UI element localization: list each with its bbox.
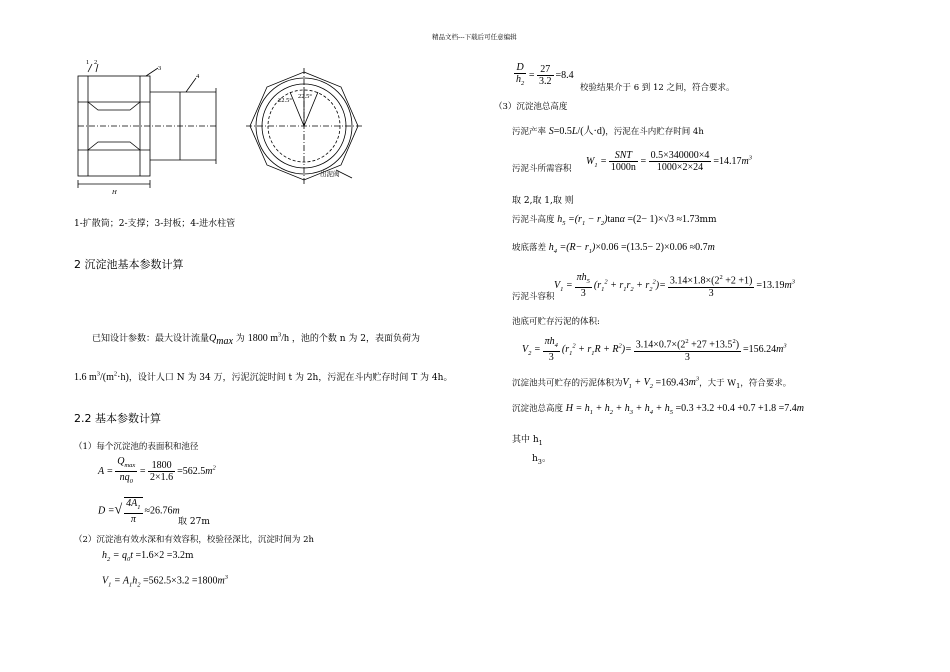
given-params-line2: 1.6 $m^3/(m^2\cdot h)$，设计人口 N 为 34 万，污泥沉淀时间 t 为 2h，污泥在斗内贮存时间 T 为 4h。 xyxy=(74,370,453,383)
where-h1: 其中 $h_1$ xyxy=(512,435,543,447)
section-2-2-heading: 2.2 基本参数计算 xyxy=(74,412,161,425)
section-2-heading: 2 沉淀池基本参数计算 xyxy=(74,258,184,271)
slope-drop-line: 坡底落差 $h_4 =(R- r_1)\times 0.06 =(13.5- 2)\times 0.06 \approx 0.7m$ xyxy=(512,242,715,255)
formula-volume: $V_1 = A_1h_2 =562.5\times 3.2 =1800m^3$ xyxy=(102,574,228,589)
formula-area: A = $\frac{Q_{max}}{nq_0}$ = $\frac{1800}{2\times 1.6}$ $=562.5m^2$ xyxy=(98,456,216,485)
hopper-vol-label: 污泥斗容积 xyxy=(512,292,555,302)
formula-pool-store: $V_2$ = $\frac{\pi h_4}{3}$ $(r_1^2 + r_1R + R^2)=$ $\frac{3.14\times 0.7\times(2^2 +27 +13.5^2)}{3}$ $=156.24m^3$ xyxy=(522,336,787,363)
item-3-heading: （3）沉淀池总高度 xyxy=(494,102,568,112)
formula-depth: $h_2 = q_0t =1.6\times 2 =3.2m$ xyxy=(102,550,194,563)
figure-caption: 1-扩散筒；2-支撑；3-封板；4-进水柱管 xyxy=(74,219,236,229)
fig-label-h: H xyxy=(112,189,117,196)
formula-diameter: D =√ $\frac{4A_1}{\pi}$ ≈26.76m xyxy=(98,498,180,525)
take-values-line: 取 2,取 1,取 则 xyxy=(512,196,574,206)
total-store-line: 沉淀池共可贮存的污泥体积为$V_1 + V_2 =169.43m^3$，大于 $W_1$，符合要求。 xyxy=(512,376,792,391)
fig-valve-label: 出泥阀 xyxy=(320,171,340,178)
fig-label-4: 4 xyxy=(196,73,200,80)
item-1-heading: （1）每个沉淀池的表面积和池径 xyxy=(74,442,199,452)
item-2-heading: （2）沉淀池有效水深和有效容积，校验径深比，沉淀时间为 2h xyxy=(74,535,314,545)
page-header: 精品文档---下载后可任意编辑 xyxy=(432,33,517,41)
formula-hopper-vol: $V_1$ = $\frac{\pi h_5}{3}$ $(r_1^2 + r_1r_2 + r_2^2)=$ $\frac{3.14\times 1.8\times(2^2 +2 +1)}{3}$ $=13.19m^3$ xyxy=(554,272,795,299)
fig-angle-2: 22.5° xyxy=(298,93,312,100)
fig-label-3: 3 xyxy=(158,65,162,72)
fig-label-2: 2 xyxy=(94,59,98,66)
formula-ratio: $\frac{D}{h_2}$ = $\frac{27}{3.2}$ =8.4 xyxy=(516,62,574,87)
settling-tank-figure xyxy=(66,58,376,198)
fig-angle-1: 22.5° xyxy=(278,97,292,104)
formula-hopper-required: $W_1$ = $\frac{\text{SNT}}{1000n}$ = $\frac{0.5\times 340000\times 4}{1000\times 2\times 24}$ $=14.17m^3$ xyxy=(586,150,752,173)
given-params-line1: 已知设计参数：最大设计流量$Q_{max}$ 为 1800 $m^3/h$ ，池的个数 n 为 2，表面负荷为 xyxy=(92,331,420,347)
ratio-check-text: 校验结果介于 6 到 12 之间，符合要求。 xyxy=(580,83,735,93)
where-h3: $h_3$。 xyxy=(532,454,551,466)
pool-store-label: 池底可贮存污泥的体积: xyxy=(512,317,600,327)
hopper-height-line: 污泥斗高度 $h_5 =(r_1 - r_2)\tan\alpha =(2- 1)\times√3 \approx 1.73mm$ xyxy=(512,214,717,227)
sludge-rate-line: 污泥产率 S=0.5L/(人·d)，污泥在斗内贮存时间 4h xyxy=(512,126,704,137)
fig-label-1: 1 xyxy=(86,59,90,66)
hopper-volume-label: 污泥斗所需容积 xyxy=(512,164,572,174)
take-27m: 取 27m xyxy=(178,517,210,527)
total-height-line: 沉淀池总高度 $H = h_1 + h_2 + h_3 + h_4 + h_5 =0.3 +3.2 +0.4 +0.7 +1.8 =7.4m$ xyxy=(512,403,805,416)
